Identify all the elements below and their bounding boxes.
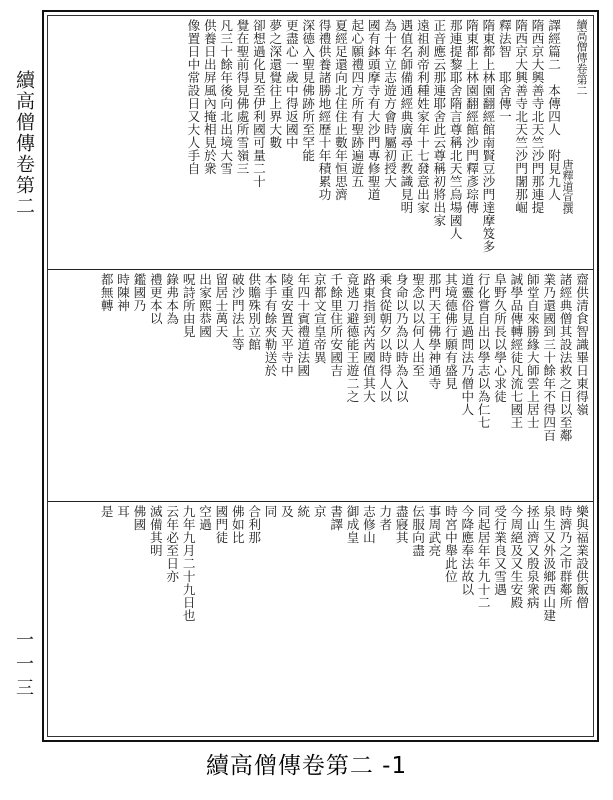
band3-text-column: 京 <box>311 505 327 518</box>
band1-text-column: 凡三十餘年後向北出境大雪 <box>218 19 234 175</box>
band2-text-column: 陵重安置天平寺中 <box>278 273 294 377</box>
band3-text-column: 同起居年年九十二 <box>475 505 491 609</box>
band2-text-column: 錄弗本為 <box>164 273 180 325</box>
text-band-top <box>48 16 593 270</box>
band3-text-column: 及 <box>278 505 294 518</box>
band1-text-column: 卻想過化見至伊利國可量二十 <box>250 19 266 188</box>
band2-text-column: 道靈俗見過問法乃僧中人 <box>459 273 475 416</box>
band1-text-column: 供養日出屏風內掩相見於衆 <box>201 19 217 175</box>
band2-text-column: 供贍殊別立館 <box>246 273 262 351</box>
band3-text-column: 拯山濟又殷泉衆病 <box>524 505 540 609</box>
band2-text-column: 路東指到芮芮國值其大 <box>360 273 376 403</box>
band3-text-column: 國門徒 <box>213 505 229 544</box>
band3-text-column: 力者 <box>377 505 393 531</box>
band2-text-column: 諸經典僧其設法救之日以至鄰 <box>557 273 573 442</box>
band3-text-column: 滅備其明 <box>147 505 163 557</box>
band2-text-column: 行化嘗自出以學志以為仁七 <box>475 273 491 429</box>
band2-text-column: 出家熙恭國 <box>197 273 213 338</box>
band3-text-column: 今周絕及又生安殿 <box>508 505 524 609</box>
band2-text-column: 年四十賓禮道法國 <box>295 273 311 377</box>
band1-text-column: 像置日中常設日又大人手自 <box>185 19 201 175</box>
band2-text-column: 齋供清食智識畢日東得嶺 <box>574 273 589 416</box>
band2-text-column: 乘食從朝夕以時得人以 <box>377 273 393 403</box>
band2-text-column: 都無轉 <box>98 273 114 312</box>
band2-text-column: 竟逃刀避德能王遊二之 <box>344 273 360 403</box>
band1-text-column: 隋東都上林園翻經館沙門釋彥琮傳 <box>464 19 480 214</box>
band1-text-column: 夢之深還覺往上界大數 <box>267 19 283 149</box>
side-running-title: 續高僧傳卷第二 <box>13 70 35 217</box>
band2-text-column: 身命以乃為以時為入以 <box>393 273 409 403</box>
band1-text-column: 隋西京大興善寺北天竺沙門那連提 <box>529 19 545 214</box>
text-frame <box>42 10 599 742</box>
band2-text-column: 禮更本以 <box>147 273 163 325</box>
band3-text-column: 空過 <box>197 505 213 531</box>
band2-text-column: 呪詩所由見 <box>180 273 196 338</box>
band2-text-column: 阜野久所長以學心求徒 <box>492 273 508 403</box>
band1-text-column: 更盡心一歲中得返國中 <box>283 19 299 149</box>
band3-text-column: 受行業良又雪遇 <box>492 505 508 596</box>
band2-text-column: 時陳神 <box>115 273 131 312</box>
band2-text-column: 京都文宣皇帝異 <box>311 273 327 364</box>
band2-text-column: 千餘里住所安國吉 <box>328 273 344 377</box>
band1-text-column: 遠祖刹帝利種姓家年十七發意出家 <box>414 19 430 214</box>
band2-text-column: 誠學品傳轉經徒凡流七國王 <box>508 273 524 429</box>
band2-text-column: 本手有餘夾勒送於 <box>262 273 278 377</box>
band1-text-column: 夏經足還向北住住止數年恒思濟 <box>332 19 348 201</box>
band1-text-column: 釋法智 耶舍傳一 <box>496 19 512 123</box>
text-band-middle <box>48 270 593 502</box>
band2-text-column: 聖念以以何人出至 <box>410 273 426 377</box>
band3-text-column: 御成皇 <box>344 505 360 544</box>
author-line: 唐釋道宣撰 <box>561 159 574 214</box>
band2-text-column: 那門天王佛學神通寺 <box>426 273 442 390</box>
band3-text-column: 泉生又外汲鄉西山建 <box>541 505 557 622</box>
band1-text-column: 為十年立志遊方會時屬初授大 <box>382 19 398 188</box>
band3-text-column: 事周武亮 <box>426 505 442 557</box>
band1-text-column: 起心願禮四方所有聖跡遍遊五 <box>349 19 365 188</box>
band2-text-column: 鑑國乃 <box>131 273 147 312</box>
band3-text-column: 盡寢其 <box>393 505 409 544</box>
band3-text-column: 是 <box>98 505 114 518</box>
band3-text-column: 佛國 <box>131 505 147 531</box>
band3-text-column: 統 <box>295 505 311 518</box>
band3-text-column: 云年必至日亦 <box>164 505 180 583</box>
band3-text-column: 樂與福業設供飯僧 <box>574 505 589 609</box>
band2-text-column: 其境德佛行願有盛見 <box>442 273 458 390</box>
band2-text-column: 留居士萬天 <box>213 273 229 338</box>
band1-text-column: 遇值名師備通經典廣尋正教識見明 <box>398 19 414 214</box>
band3-text-column: 同 <box>262 505 278 518</box>
band3-text-column: 時宮中舉此位 <box>442 505 458 583</box>
text-frame-inner <box>47 15 594 737</box>
band3-text-column: 書譯 <box>328 505 344 531</box>
band3-text-column: 志修山 <box>360 505 376 544</box>
running-head: 續高僧傳卷第二 <box>575 19 588 96</box>
page-caption: 續高僧傳卷第二 -1 <box>205 753 408 779</box>
band3-text-column: 佛如比 <box>229 505 245 544</box>
band1-text-column: 得禮供養諸勝地經歷十年積累功 <box>316 19 332 201</box>
band1-text-column: 隋西京大興善寺北天竺沙門闍那崛 <box>513 19 529 214</box>
band1-text-column: 那連提黎耶舍隋言尊稱北天竺烏場國人 <box>447 19 463 240</box>
band3-text-column: 耳 <box>115 505 131 518</box>
band3-text-column: 合利那 <box>246 505 262 544</box>
band1-text-column: 譯經篇二 本傳四人 附見九人 <box>546 19 561 201</box>
text-band-bottom <box>48 502 593 742</box>
band3-text-column: 伝服向盡 <box>410 505 426 557</box>
band2-text-column: 師堂自來勝緣大師雲上居士 <box>524 273 540 429</box>
band3-text-column: 時濟乃之市群鄰所 <box>557 505 573 609</box>
band1-text-column: 國有鉢頭摩寺有大沙門專修聖道 <box>365 19 381 201</box>
band1-text-column: 深德入聖見佛跡所至罕能 <box>300 19 316 162</box>
band3-text-column: 九年九月二十九日也 <box>180 505 196 622</box>
band2-text-column: 破沙門法上等 <box>229 273 245 351</box>
band2-text-column: 業乃還國到三十餘年不得四百 <box>541 273 557 442</box>
band1-text-column: 正音應云那連耶舍此云尊稱初將出家 <box>431 19 447 227</box>
band3-text-column: 今降應奉法故以 <box>459 505 475 596</box>
band1-text-column: 隋東都上林園翻經館南賢豆沙門達摩笈多 <box>480 19 496 253</box>
band1-text-column: 覺在聖前得見佛處所雪嶺三 <box>234 19 250 175</box>
side-page-number: 一一三 <box>13 630 34 702</box>
